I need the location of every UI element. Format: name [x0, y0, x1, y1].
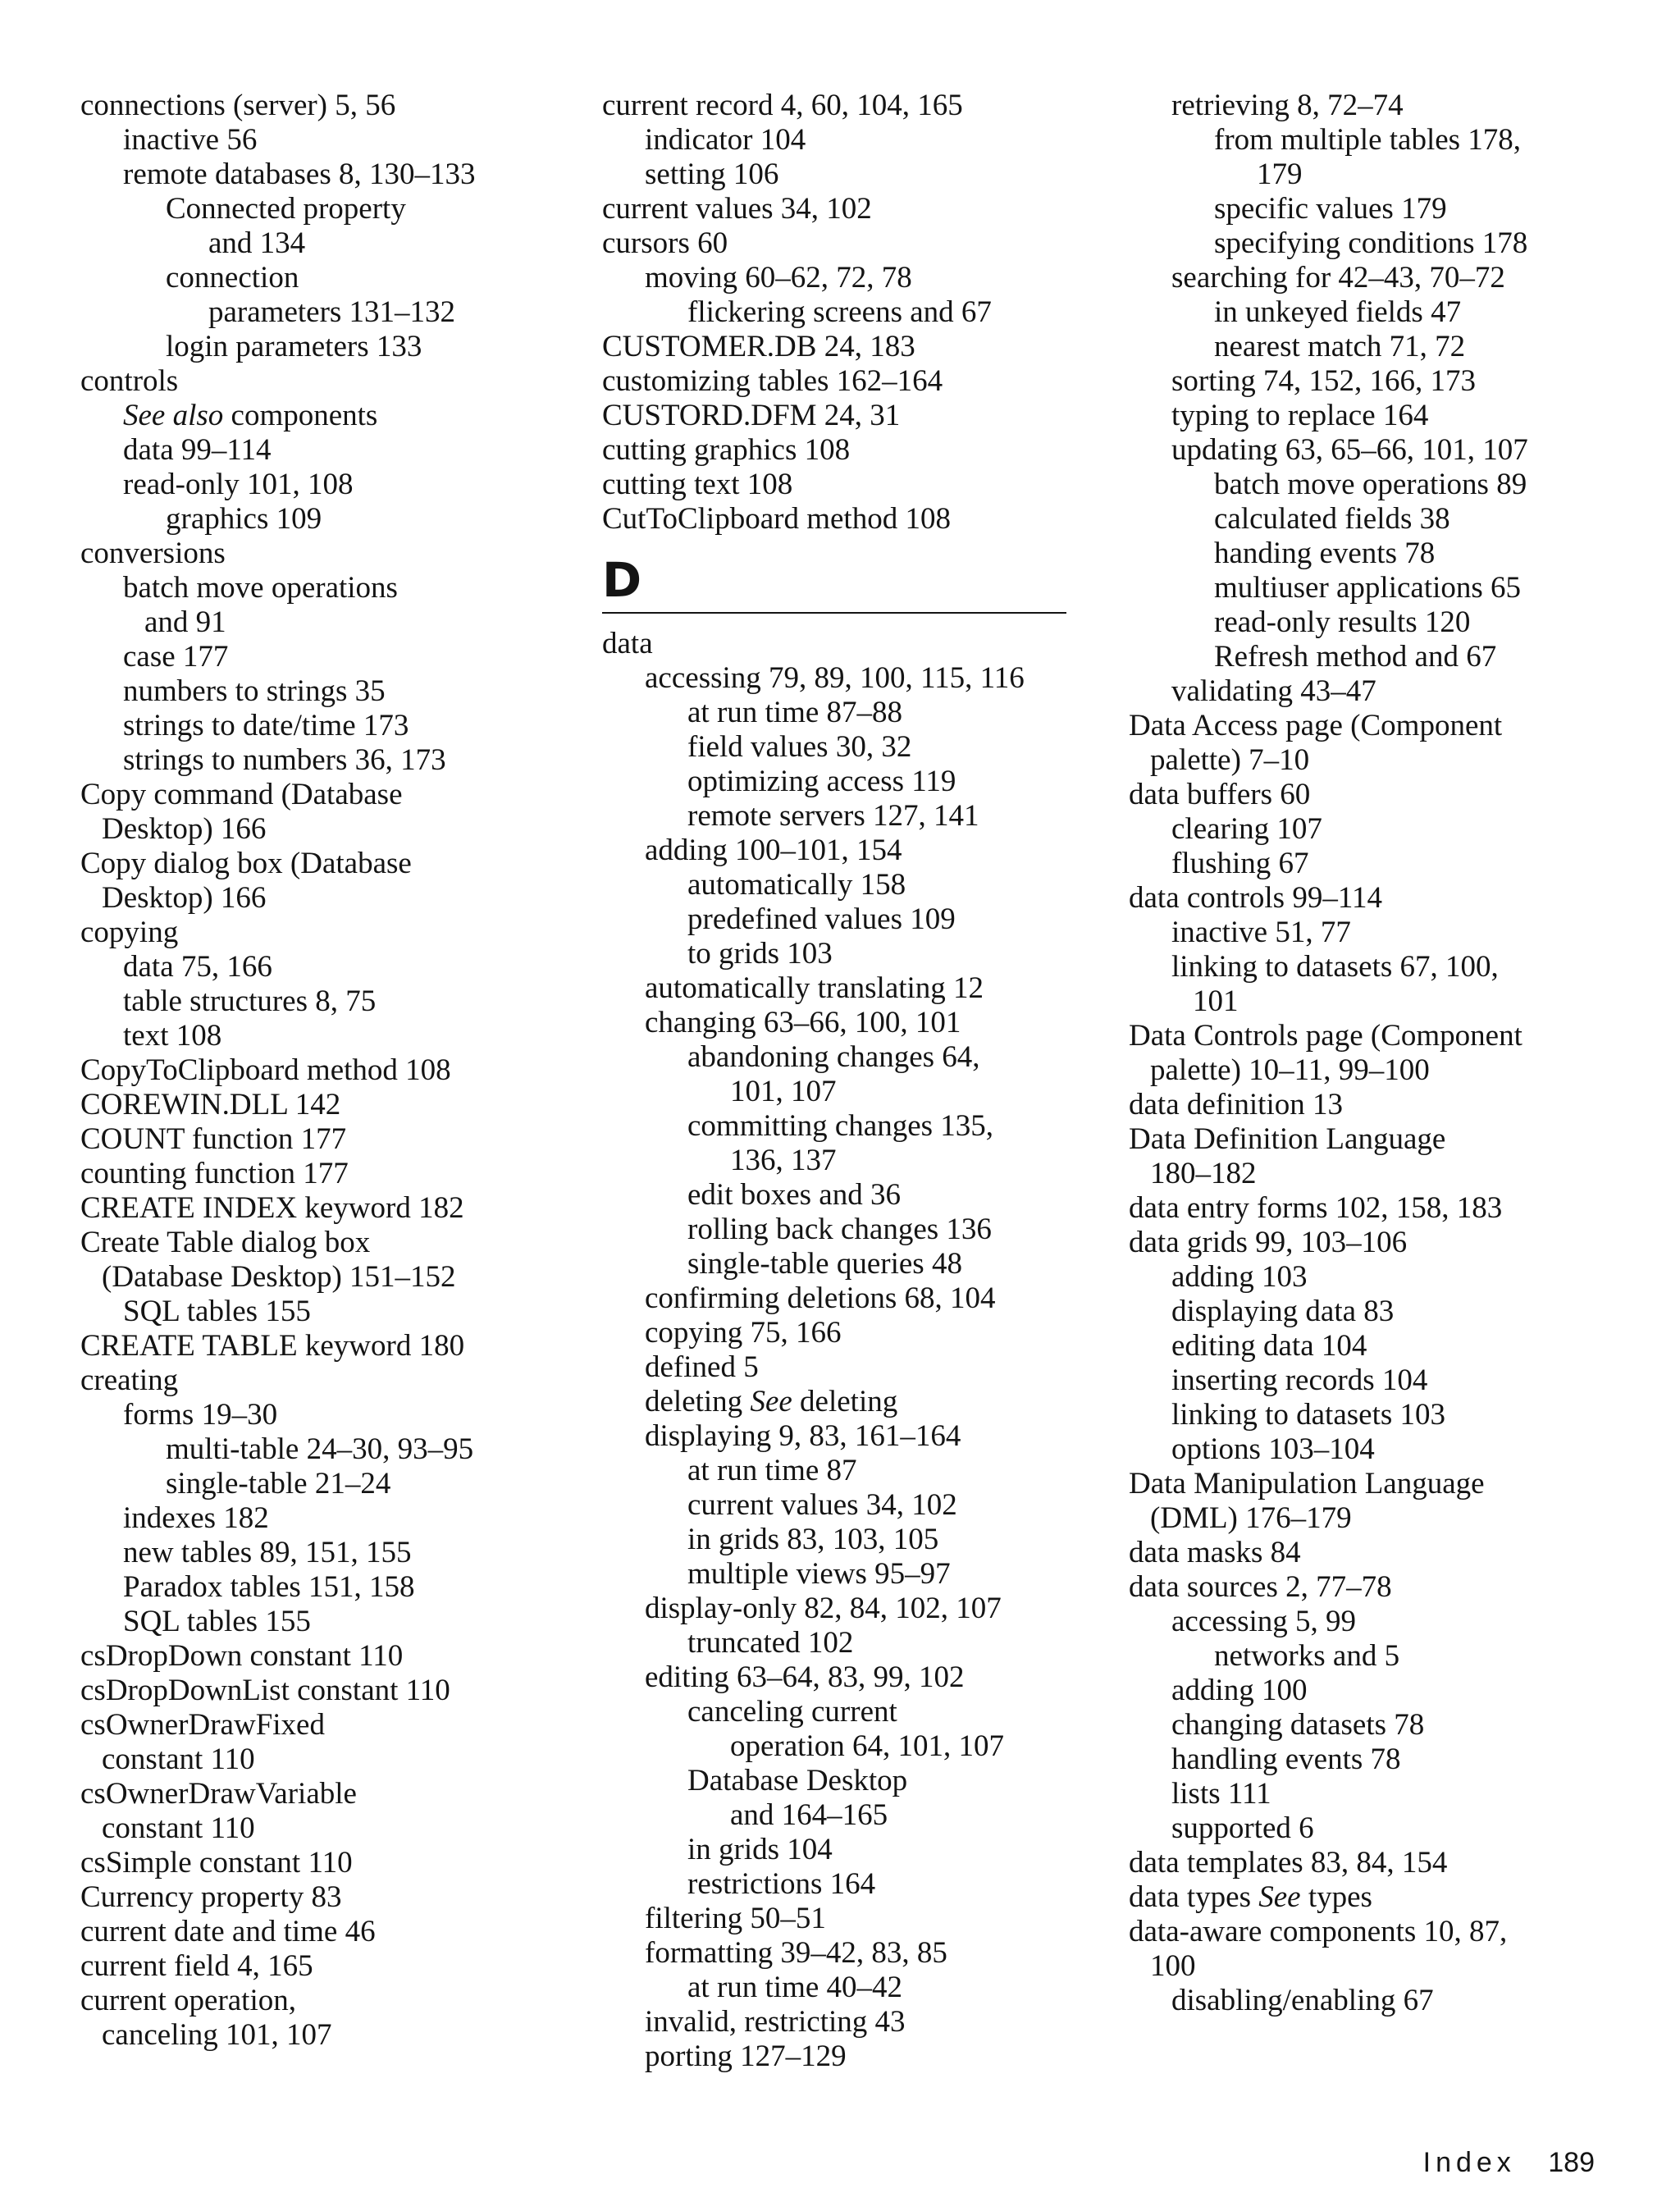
index-subentry: table structures 8, 75 [123, 984, 377, 1018]
index-entry: controls [80, 364, 179, 398]
index-subentry: predefined values 109 [687, 902, 956, 936]
index-subentry: specifying conditions 178 [1214, 226, 1528, 260]
index-subentry: automatically 158 [687, 868, 906, 902]
index-subentry: read-only 101, 108 [123, 468, 354, 501]
index-entry: csOwnerDrawVariable [80, 1777, 357, 1811]
index-subentry: adding 100 [1171, 1674, 1308, 1707]
index-subentry: strings to date/time 173 [123, 709, 409, 742]
index-entry: csDropDown constant 110 [80, 1639, 404, 1673]
index-entry: current field 4, 165 [80, 1949, 313, 1983]
index-subentry: displaying 9, 83, 161–164 [645, 1419, 961, 1453]
footer-label: Index [1422, 2147, 1516, 2178]
index-entry: data sources 2, 77–78 [1129, 1570, 1392, 1604]
index-subentry: numbers to strings 35 [123, 674, 386, 708]
index-subentry: searching for 42–43, 70–72 [1171, 261, 1505, 295]
index-subentry: constant 110 [102, 1743, 255, 1776]
index-entry: data definition 13 [1129, 1088, 1343, 1121]
index-subentry: SQL tables 155 [123, 1295, 311, 1328]
index-subentry: 180–182 [1150, 1157, 1257, 1190]
index-subentry: networks and 5 [1214, 1639, 1400, 1673]
index-subentry: retrieving 8, 72–74 [1171, 89, 1404, 122]
index-entry: conversions [80, 537, 226, 570]
index-subentry: canceling current [687, 1695, 897, 1729]
index-subentry: 101, 107 [730, 1075, 837, 1108]
index-subentry: (Database Desktop) 151–152 [102, 1260, 456, 1294]
index-subentry: See also components [123, 399, 378, 432]
index-subentry: options 103–104 [1171, 1432, 1375, 1466]
index-subentry: palette) 10–11, 99–100 [1150, 1053, 1430, 1087]
index-subentry: at run time 87 [687, 1454, 857, 1487]
index-entry: CREATE INDEX keyword 182 [80, 1191, 464, 1225]
index-subentry: restrictions 164 [687, 1867, 876, 1901]
index-entry: data types See types [1129, 1880, 1372, 1914]
index-subentry: Desktop) 166 [102, 812, 267, 846]
index-subentry: in unkeyed fields 47 [1214, 295, 1462, 329]
index-subentry: committing changes 135, [687, 1109, 994, 1143]
index-entry: cutting text 108 [602, 468, 793, 501]
index-entry: csOwnerDrawFixed [80, 1708, 325, 1742]
index-subentry: read-only results 120 [1214, 605, 1471, 639]
section-divider [602, 612, 1066, 614]
index-subentry: operation 64, 101, 107 [730, 1729, 1004, 1763]
index-subentry: linking to datasets 67, 100, [1171, 950, 1499, 984]
index-subentry: current values 34, 102 [687, 1488, 957, 1522]
index-subentry: strings to numbers 36, 173 [123, 743, 446, 777]
index-column-1 [80, 89, 573, 2053]
index-subentry: flickering screens and 67 [687, 295, 992, 329]
index-entry: Data Manipulation Language [1129, 1467, 1485, 1500]
index-entry: data templates 83, 84, 154 [1129, 1846, 1448, 1880]
index-entry: current operation, [80, 1984, 296, 2017]
index-entry: creating [80, 1363, 179, 1397]
index-entry: COREWIN.DLL 142 [80, 1088, 341, 1121]
index-entry: data grids 99, 103–106 [1129, 1226, 1408, 1259]
index-subentry: in grids 104 [687, 1833, 833, 1866]
index-entry: Create Table dialog box [80, 1226, 371, 1259]
index-subentry: Paradox tables 151, 158 [123, 1570, 415, 1604]
index-subentry: adding 100–101, 154 [645, 834, 902, 867]
index-entry: data-aware components 10, 87, [1129, 1915, 1508, 1948]
index-subentry: inactive 56 [123, 123, 258, 157]
page-footer [1423, 2146, 1595, 2179]
index-subentry: lists 111 [1171, 1777, 1271, 1811]
index-subentry: multiuser applications 65 [1214, 571, 1522, 605]
index-subentry: and 91 [144, 605, 226, 639]
index-subentry: multiple views 95–97 [687, 1557, 951, 1591]
index-subentry: (DML) 176–179 [1150, 1501, 1352, 1535]
index-subentry: and 134 [208, 226, 306, 260]
index-subentry: Refresh method and 67 [1214, 640, 1497, 674]
index-entry: counting function 177 [80, 1157, 349, 1190]
index-entry: cutting graphics 108 [602, 433, 851, 467]
index-entry: csDropDownList constant 110 [80, 1674, 450, 1707]
index-subentry: changing datasets 78 [1171, 1708, 1425, 1742]
index-entry: Copy dialog box (Database [80, 847, 412, 880]
index-subentry: defined 5 [645, 1350, 759, 1384]
index-subentry: to grids 103 [687, 937, 833, 971]
index-subentry: editing data 104 [1171, 1329, 1367, 1363]
index-subentry: displaying data 83 [1171, 1295, 1395, 1328]
index-subentry: inserting records 104 [1171, 1363, 1428, 1397]
index-subentry: single-table 21–24 [166, 1467, 391, 1500]
index-subentry: setting 106 [645, 158, 779, 191]
index-subentry: data 99–114 [123, 433, 272, 467]
index-entry: CutToClipboard method 108 [602, 502, 951, 536]
index-subentry: at run time 87–88 [687, 696, 903, 729]
index-subentry: editing 63–64, 83, 99, 102 [645, 1660, 965, 1694]
index-subentry: connection [166, 261, 299, 295]
index-subentry: flushing 67 [1171, 847, 1309, 880]
index-subentry: at run time 40–42 [687, 1971, 903, 2004]
index-subentry: confirming deletions 68, 104 [645, 1281, 996, 1315]
index-entry: current values 34, 102 [602, 192, 872, 226]
index-subentry: batch move operations [123, 571, 398, 605]
index-subentry: remote servers 127, 141 [687, 799, 979, 833]
index-subentry: automatically translating 12 [645, 971, 984, 1005]
index-subentry: new tables 89, 151, 155 [123, 1536, 412, 1569]
index-subentry: login parameters 133 [166, 330, 422, 363]
index-subentry: truncated 102 [687, 1626, 854, 1660]
index-subentry: edit boxes and 36 [687, 1178, 901, 1212]
index-subentry: validating 43–47 [1171, 674, 1376, 708]
index-subentry: inactive 51, 77 [1171, 916, 1351, 949]
index-subentry: handing events 78 [1214, 537, 1436, 570]
index-entry: Data Definition Language [1129, 1122, 1446, 1156]
index-subentry: Desktop) 166 [102, 881, 267, 915]
index-entry: current date and time 46 [80, 1915, 376, 1948]
index-entry: customizing tables 162–164 [602, 364, 943, 398]
index-column-2 [602, 89, 1078, 2074]
index-entry: data masks 84 [1129, 1536, 1301, 1569]
index-subentry: batch move operations 89 [1214, 468, 1527, 501]
index-subentry: rolling back changes 136 [687, 1213, 992, 1246]
index-subentry: deleting See deleting [645, 1385, 898, 1418]
index-subentry: porting 127–129 [645, 2039, 847, 2073]
index-subentry: graphics 109 [166, 502, 322, 536]
index-subentry: 136, 137 [730, 1144, 837, 1177]
index-subentry: accessing 5, 99 [1171, 1605, 1357, 1638]
index-entry: CopyToClipboard method 108 [80, 1053, 451, 1087]
index-subentry: 100 [1150, 1949, 1196, 1983]
index-entry: Data Controls page (Component [1129, 1019, 1522, 1053]
index-entry: copying [80, 916, 179, 949]
index-subentry: formatting 39–42, 83, 85 [645, 1936, 947, 1970]
index-entry: CUSTORD.DFM 24, 31 [602, 399, 901, 432]
index-subentry: typing to replace 164 [1171, 399, 1429, 432]
index-subentry: Connected property [166, 192, 406, 226]
section-letter: D [602, 552, 642, 608]
index-entry: csSimple constant 110 [80, 1846, 353, 1880]
section-letter-heading [602, 553, 1078, 614]
index-subentry: changing 63–66, 100, 101 [645, 1006, 961, 1039]
index-subentry: copying 75, 166 [645, 1316, 842, 1350]
index-subentry: multi-table 24–30, 93–95 [166, 1432, 474, 1466]
index-subentry: SQL tables 155 [123, 1605, 311, 1638]
index-subentry: sorting 74, 152, 166, 173 [1171, 364, 1477, 398]
index-subentry: case 177 [123, 640, 229, 674]
index-subentry: indicator 104 [645, 123, 806, 157]
index-subentry: palette) 7–10 [1150, 743, 1310, 777]
index-subentry: Database Desktop [687, 1764, 908, 1797]
index-subentry: linking to datasets 103 [1171, 1398, 1445, 1432]
index-subentry: forms 19–30 [123, 1398, 278, 1432]
index-subentry: clearing 107 [1171, 812, 1322, 846]
index-entry: data controls 99–114 [1129, 881, 1382, 915]
page-number: 189 [1548, 2147, 1595, 2178]
index-subentry: disabling/enabling 67 [1171, 1984, 1434, 2017]
index-entry: data [602, 627, 653, 660]
index-entry: COUNT function 177 [80, 1122, 347, 1156]
index-entry: CREATE TABLE keyword 180 [80, 1329, 465, 1363]
index-subentry: text 108 [123, 1019, 222, 1053]
index-subentry: accessing 79, 89, 100, 115, 116 [645, 661, 1025, 695]
index-subentry: data 75, 166 [123, 950, 272, 984]
index-column-3 [1129, 89, 1621, 2018]
index-entry: current record 4, 60, 104, 165 [602, 89, 963, 122]
index-subentry: adding 103 [1171, 1260, 1308, 1294]
index-entry: CUSTOMER.DB 24, 183 [602, 330, 915, 363]
index-entry: cursors 60 [602, 226, 728, 260]
index-subentry: specific values 179 [1214, 192, 1447, 226]
index-subentry: and 164–165 [730, 1798, 888, 1832]
index-subentry: nearest match 71, 72 [1214, 330, 1466, 363]
index-subentry: calculated fields 38 [1214, 502, 1450, 536]
index-subentry: filtering 50–51 [645, 1902, 826, 1935]
index-subentry: indexes 182 [123, 1501, 269, 1535]
index-subentry: constant 110 [102, 1811, 255, 1845]
index-entry: data entry forms 102, 158, 183 [1129, 1191, 1503, 1225]
index-subentry: supported 6 [1171, 1811, 1314, 1845]
index-entry: Currency property 83 [80, 1880, 342, 1914]
index-subentry: parameters 131–132 [208, 295, 456, 329]
index-subentry: updating 63, 65–66, 101, 107 [1171, 433, 1528, 467]
index-subentry: from multiple tables 178, [1214, 123, 1522, 157]
index-subentry: invalid, restricting 43 [645, 2005, 906, 2039]
index-entry: Copy command (Database [80, 778, 403, 811]
index-subentry: remote databases 8, 130–133 [123, 158, 476, 191]
index-subentry: in grids 83, 103, 105 [687, 1523, 939, 1556]
index-subentry: 179 [1257, 158, 1303, 191]
index-subentry: handling events 78 [1171, 1743, 1401, 1776]
index-subentry: field values 30, 32 [687, 730, 912, 764]
index-subentry: moving 60–62, 72, 78 [645, 261, 912, 295]
index-subentry: single-table queries 48 [687, 1247, 962, 1281]
index-entry: data buffers 60 [1129, 778, 1311, 811]
index-entry: connections (server) 5, 56 [80, 89, 396, 122]
index-subentry: optimizing access 119 [687, 765, 956, 798]
index-subentry: 101 [1193, 984, 1239, 1018]
index-subentry: display-only 82, 84, 102, 107 [645, 1592, 1002, 1625]
index-subentry: canceling 101, 107 [102, 2018, 332, 2052]
index-entry: Data Access page (Component [1129, 709, 1503, 742]
index-subentry: abandoning changes 64, [687, 1040, 980, 1074]
